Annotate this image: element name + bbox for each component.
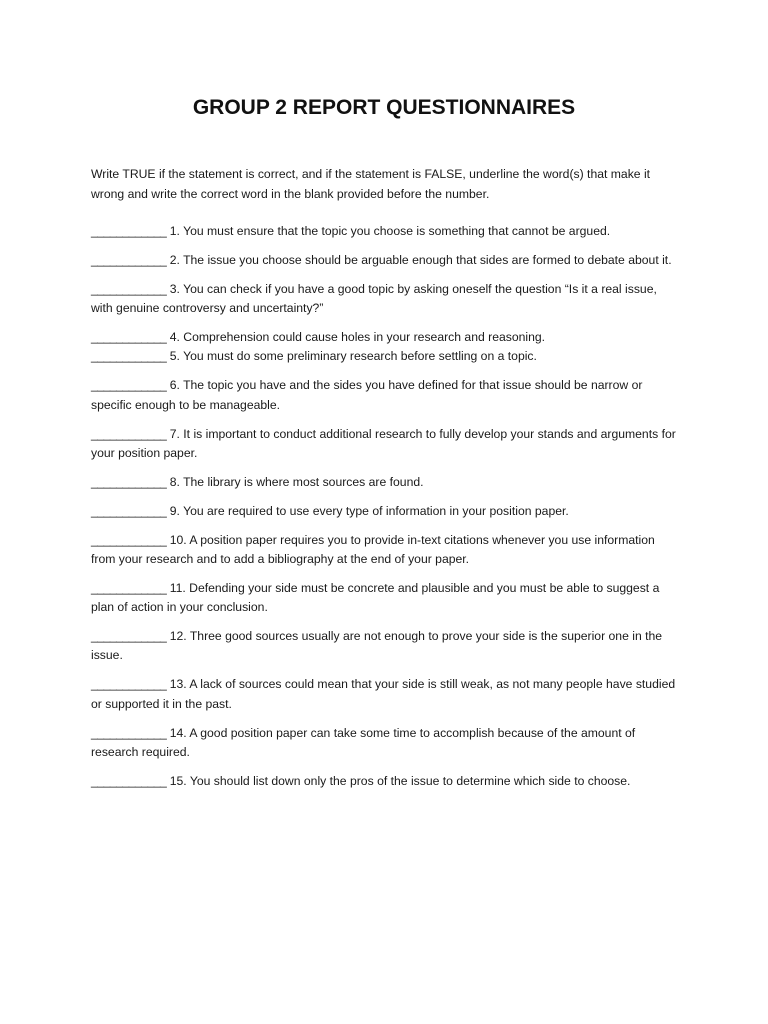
question-item-11 [91,579,681,617]
question-text: 15. You should list down only the pros of the issue to determine which side to choose. [169,773,631,788]
answer-blank: ____________ [91,224,167,238]
question-item-1 [91,222,681,241]
question-item-9 [91,502,681,521]
instructions-paragraph: Write TRUE if the statement is correct, and if the statement is FALSE, underline the word(s) that make it wrong and write the correct word in the blank provided before the number. [91,167,651,201]
question-item-7 [91,425,681,463]
question-text: 14. A good position paper can take some time to accomplish because of the amount of research required. [91,725,636,759]
question-text: 10. A position paper requires you to provide in-text citations whenever you use information from your research and to add a bibliography at the end of your paper. [91,532,655,567]
question-item-13 [91,675,681,713]
question-item-10 [91,531,681,569]
question-list [91,222,681,791]
question-item-5 [91,347,681,366]
answer-blank: ____________ [91,629,167,644]
page-title: GROUP 2 REPORT QUESTIONNAIRES [192,96,576,119]
question-item-3 [91,280,681,318]
answer-blank: ____________ [91,378,167,393]
answer-blank: ____________ [91,253,167,267]
question-text: 8. The library is where most sources are found. [169,474,424,489]
answer-blank: ____________ [91,503,167,518]
question-text: 3. You can check if you have a good topic by asking oneself the question “Is it a real issue, with genuine controversy and uncertainty?” [91,282,657,316]
question-text: 5. You must do some preliminary research before settling on a topic. [169,349,537,364]
answer-blank: ____________ [91,773,167,788]
question-item-6 [91,376,681,414]
question-text: 6. The topic you have and the sides you have defined for that issue should be narrow or specific enough to be manageable. [91,378,643,412]
question-item-14 [91,724,681,762]
answer-blank: ____________ [91,725,167,740]
answer-blank: ____________ [91,677,167,692]
question-item-15 [91,772,681,791]
answer-blank: ____________ [91,282,167,296]
question-item-2 [91,251,681,270]
question-text: 4. Comprehension could cause holes in your research and reasoning. [169,330,546,345]
question-text: 12. Three good sources usually are not enough to prove your side is the superior one in the issue. [91,629,663,663]
question-text: 2. The issue you choose should be arguable enough that sides are formed to debate about it. [169,253,672,267]
question-text: 11. Defending your side must be concrete and plausible and you must be able to suggest a plan of action in your conclusion. [91,581,660,615]
question-item-4 [91,328,681,347]
answer-blank: ____________ [91,349,167,364]
answer-blank: ____________ [91,426,167,441]
answer-blank: ____________ [91,330,167,345]
question-item-8 [91,473,681,492]
question-text: 9. You are required to use every type of information in your position paper. [169,503,569,518]
answer-blank: ____________ [91,474,167,489]
answer-blank: ____________ [91,581,167,596]
question-text: 7. It is important to conduct additional research to fully develop your stands and arguments for your position paper. [91,426,676,460]
question-item-12 [91,627,681,665]
answer-blank: ____________ [91,532,167,547]
question-text: 1. You must ensure that the topic you choose is something that cannot be argued. [169,224,611,238]
question-text: 13. A lack of sources could mean that your side is still weak, as not many people have studied or supported it in the past. [91,677,676,711]
